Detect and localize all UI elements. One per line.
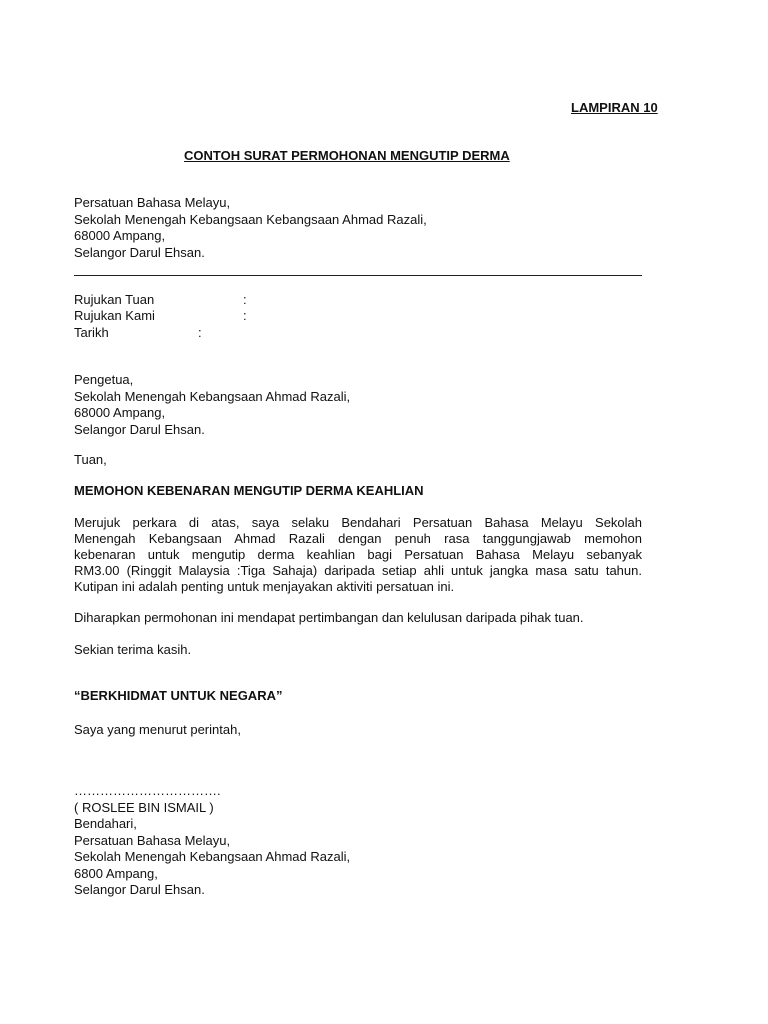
address-line: Selangor Darul Ehsan. [74,882,205,897]
reference-label: Tarikh [74,325,109,340]
document-title: CONTOH SURAT PERMOHONAN MENGUTIP DERMA [184,148,510,163]
address-line: Persatuan Bahasa Melayu, [74,195,231,210]
reference-colon: : [243,292,247,307]
letterhead-divider [74,275,642,276]
paragraph-line: Merujuk perkara di atas, saya selaku Bendahari Persatuan Bahasa Melayu Sekolah [74,515,642,530]
paragraph-line: RM3.00 (Ringgit Malaysia :Tiga Sahaja) daripada setiap ahli untuk jangka masa satu tahun. [74,563,642,578]
address-line: Pengetua, [74,372,134,387]
signatory-name: ( ROSLEE BIN ISMAIL ) [74,799,214,815]
paragraph-line: Menengah Kebangsaan Ahmad Razali dengan penuh rasa tanggungjawab memohon [74,531,642,546]
motto: “BERKHIDMAT UNTUK NEGARA” [74,688,283,703]
paragraph-line: kebenaran untuk mengutip derma keahlian bagi Persatuan Bahasa Melayu sebanyak [74,547,642,562]
address-line: Sekolah Menengah Kebangsaan Ahmad Razali, [74,849,351,864]
address-line: Persatuan Bahasa Melayu, [74,832,231,848]
reference-colon: : [198,325,202,340]
body-paragraph-2: Diharapkan permohonan ini mendapat pertimbangan dan kelulusan daripada pihak tuan. [74,610,584,625]
recipient-address [74,372,350,438]
signature-line: ……………………………. [74,783,221,798]
reference-label: Rujukan Kami [74,308,155,323]
reference-colon: : [243,308,247,323]
salutation: Tuan, [74,452,107,467]
appendix-label: LAMPIRAN 10 [571,100,658,115]
address-line: Sekolah Menengah Kebangsaan Kebangsaan Ahmad Razali, [74,211,427,227]
sign-off: Saya yang menurut perintah, [74,722,241,737]
address-line: 68000 Ampang, [74,405,166,420]
sender-address [74,195,427,261]
address-line: Sekolah Menengah Kebangsaan Ahmad Razali, [74,388,351,404]
address-line: Selangor Darul Ehsan. [74,421,205,437]
signatory-title: Bendahari, [74,816,137,831]
signature-block [74,783,350,899]
subject-heading: MEMOHON KEBENARAN MENGUTIP DERMA KEAHLIAN [74,483,424,498]
reference-label: Rujukan Tuan [74,292,155,307]
address-line: Selangor Darul Ehsan. [74,244,205,260]
address-line: 68000 Ampang, [74,228,166,243]
address-line: 6800 Ampang, [74,865,158,881]
paragraph-line: Kutipan ini adalah penting untuk menjayakan aktiviti persatuan ini. [74,579,455,594]
closing-text: Sekian terima kasih. [74,642,192,657]
body-paragraph-1 [74,515,642,595]
